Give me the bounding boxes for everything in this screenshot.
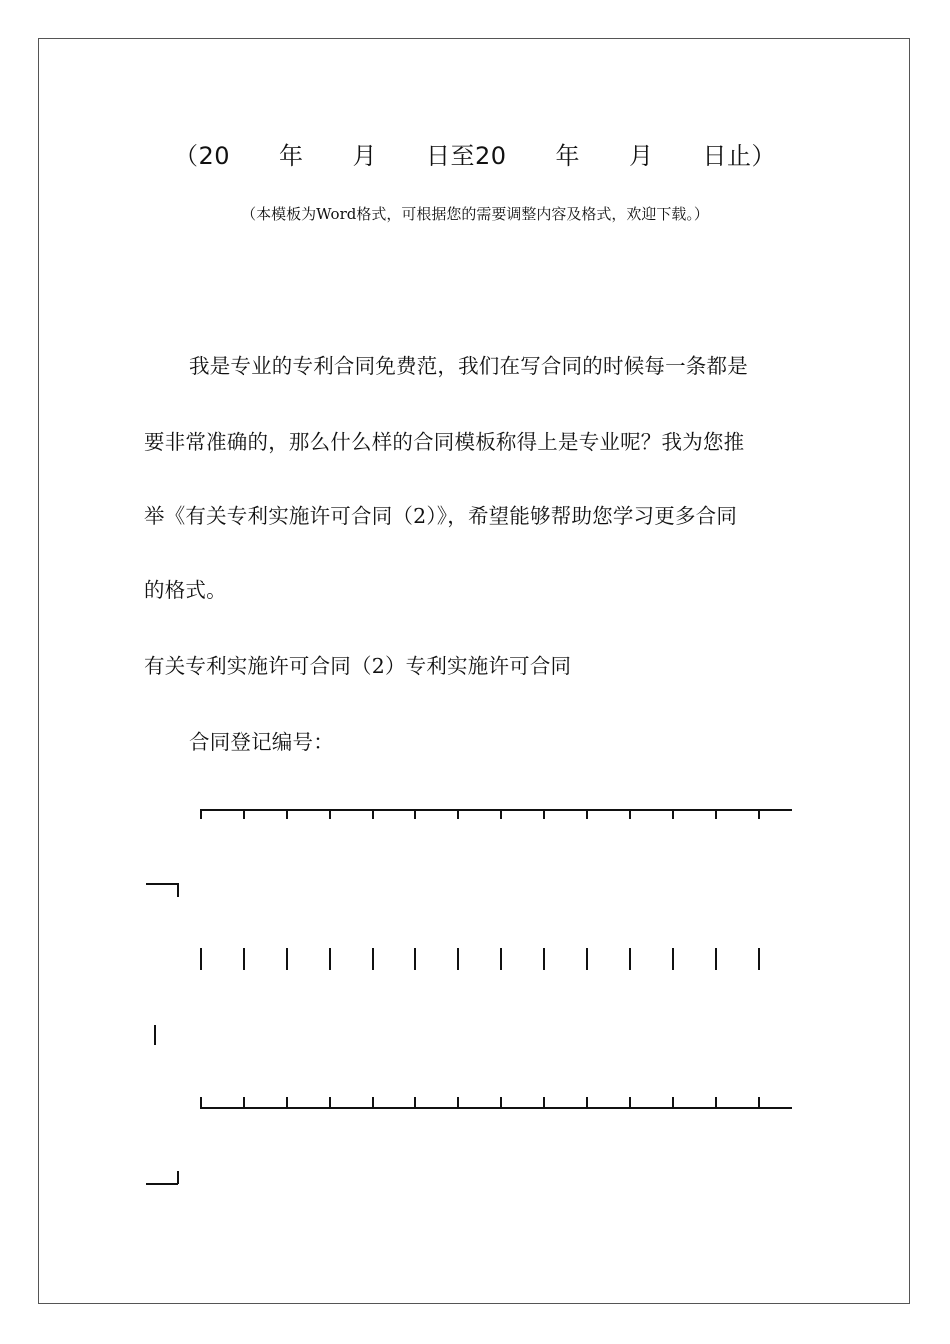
intro-paragraph-line-4: 的格式。 — [144, 578, 227, 602]
grid-top-tick — [586, 809, 588, 819]
grid-top-wrap-line — [146, 883, 178, 885]
grid-cell-divider — [457, 948, 459, 970]
grid-top-tick — [543, 809, 545, 819]
grid-cell-divider — [500, 948, 502, 970]
grid-cell-divider — [672, 948, 674, 970]
intro-paragraph-line-3: 举《有关专利实施许可合同（2）》，希望能够帮助您学习更多合同 — [144, 504, 738, 528]
grid-top-tick — [629, 809, 631, 819]
intro-paragraph-line-2: 要非常准确的，那么什么样的合同模板称得上是专业呢？我为您推 — [144, 430, 745, 454]
grid-bottom-tick — [586, 1097, 588, 1108]
grid-cell-divider — [715, 948, 717, 970]
grid-top-tick — [372, 809, 374, 819]
grid-bottom-tick — [414, 1097, 416, 1108]
grid-bottom-tick — [629, 1097, 631, 1108]
grid-bottom-tick — [372, 1097, 374, 1108]
grid-top-tick — [758, 809, 760, 819]
grid-bottom-tick — [543, 1097, 545, 1108]
grid-bottom-wrap-line — [146, 1183, 178, 1185]
grid-bottom-line — [200, 1107, 792, 1109]
grid-cell-divider — [372, 948, 374, 970]
grid-cell-divider — [586, 948, 588, 970]
template-note: （本模板为Word格式，可根据您的需要调整内容及格式，欢迎下载。） — [241, 205, 709, 223]
grid-cell-divider — [286, 948, 288, 970]
grid-cell-divider — [629, 948, 631, 970]
grid-top-tick — [414, 809, 416, 819]
grid-cell-divider — [200, 948, 202, 970]
registration-number-label: 合同登记编号： — [189, 730, 334, 754]
grid-top-tick — [457, 809, 459, 819]
grid-bottom-tick — [672, 1097, 674, 1108]
intro-paragraph-line-1: 我是专业的专利合同免费范，我们在写合同的时候每一条都是 — [189, 354, 748, 378]
grid-top-tick — [500, 809, 502, 819]
grid-top-right-corner — [177, 883, 179, 897]
grid-bottom-tick — [286, 1097, 288, 1108]
grid-bottom-tick — [457, 1097, 459, 1108]
grid-bottom-left-corner — [200, 1097, 202, 1108]
grid-top-tick — [715, 809, 717, 819]
grid-top-left-corner — [200, 809, 202, 819]
grid-cell-divider — [543, 948, 545, 970]
date-range-header: （20 年 月 日至20 年 月 日止） — [173, 142, 777, 170]
grid-bottom-tick — [758, 1097, 760, 1108]
grid-mid-wrap-divider — [154, 1025, 156, 1045]
grid-bottom-tick — [500, 1097, 502, 1108]
grid-bottom-right-corner — [177, 1171, 179, 1184]
grid-top-tick — [329, 809, 331, 819]
grid-top-tick — [672, 809, 674, 819]
grid-cell-divider — [329, 948, 331, 970]
grid-bottom-tick — [243, 1097, 245, 1108]
registration-number-grid — [144, 790, 804, 1210]
grid-cell-divider — [758, 948, 760, 970]
grid-cell-divider — [414, 948, 416, 970]
grid-top-tick — [243, 809, 245, 819]
contract-title: 有关专利实施许可合同（2）专利实施许可合同 — [144, 654, 572, 678]
grid-bottom-tick — [329, 1097, 331, 1108]
grid-top-tick — [286, 809, 288, 819]
grid-top-line — [200, 809, 792, 811]
grid-cell-divider — [243, 948, 245, 970]
grid-bottom-tick — [715, 1097, 717, 1108]
